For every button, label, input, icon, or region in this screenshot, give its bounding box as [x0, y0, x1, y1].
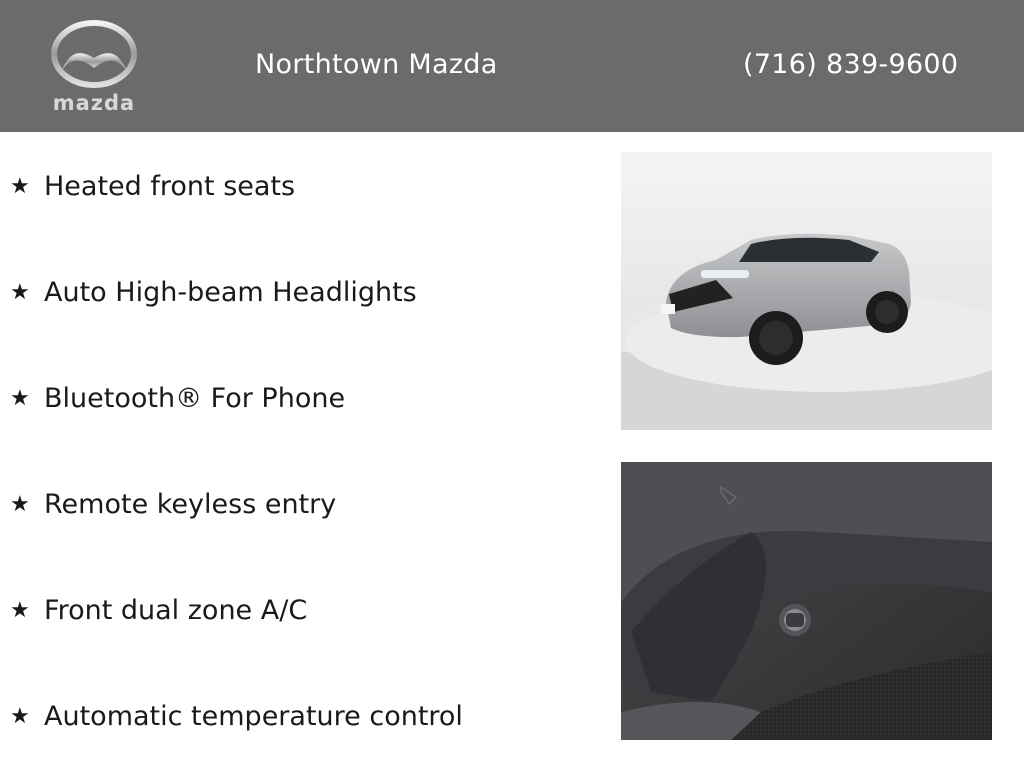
star-icon: ★	[10, 385, 30, 411]
star-icon: ★	[10, 491, 30, 517]
feature-item	[10, 590, 307, 630]
feature-item	[10, 378, 345, 418]
dealer-phone[interactable]: (716) 839-9600	[743, 49, 959, 80]
star-icon: ★	[10, 279, 30, 305]
feature-label: Bluetooth® For Phone	[44, 382, 346, 414]
feature-label: Automatic temperature control	[44, 700, 463, 732]
feature-item	[10, 272, 417, 312]
feature-item	[10, 696, 463, 736]
feature-item	[10, 484, 336, 524]
header-bar	[0, 0, 1024, 132]
feature-label: Front dual zone A/C	[44, 594, 308, 626]
feature-item	[10, 166, 295, 206]
star-icon: ★	[10, 173, 30, 199]
star-icon: ★	[10, 703, 30, 729]
svg-text:mazda: mazda	[52, 91, 136, 115]
interior-door-photo	[621, 462, 992, 740]
vehicle-exterior-photo	[621, 152, 992, 430]
feature-label: Auto High-beam Headlights	[44, 276, 417, 308]
dealer-name: Northtown Mazda	[255, 49, 498, 80]
mazda-logo	[42, 18, 146, 116]
feature-label: Remote keyless entry	[44, 488, 337, 520]
star-icon: ★	[10, 597, 30, 623]
feature-label: Heated front seats	[44, 170, 296, 202]
